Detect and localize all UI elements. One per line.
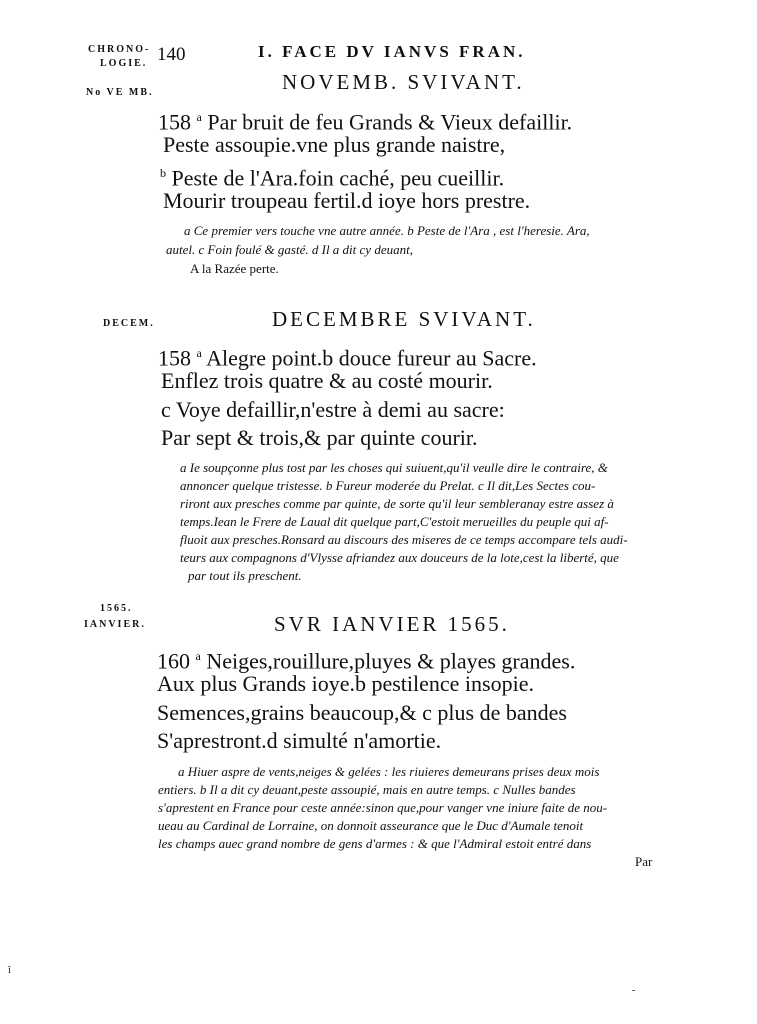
verse-line [161,396,505,424]
verse-text: Par sept & trois,& par quinte courir. [161,425,478,450]
annotation-line: ueau au Cardinal de Lorraine, on donnoit asseurance que le Duc d'Aumale tenoit [158,818,584,833]
stray-mark: - [632,985,636,996]
margin-label-year: 1565. [100,603,133,614]
annotation-line: temps.Iean le Frere de Laual dit quelque part,C'estoit merueilles du peuple qui af- [180,514,609,529]
verse-number: 160 [157,648,190,674]
annotation-line: teurs aux compagnons d'Vlysse afriandez aux douceurs de la lote,cest la liberté, que [180,550,619,565]
verse-text: Mourir troupeau fertil.d ioye hors prestre. [163,188,531,213]
section-heading-decembre: DECEMBRE SVIVANT. [272,307,536,331]
margin-label-decem: DECEM. [103,318,155,329]
note-mark: a [196,110,202,124]
verse-text: Semences,grains beaucoup,& c plus de bandes [157,700,567,725]
annotation-line: a Ce premier vers touche vne autre année. b Peste de l'Ara , est l'heresie. Ara, [184,223,590,238]
margin-label-novemb: No VE MB. [86,87,154,98]
annotation-line: A la Razée perte. [190,261,279,276]
verse-text: Par bruit de feu Grands & Vieux defaillir. [207,109,573,135]
verse-text: Peste assoupie.vne plus grande naistre, [163,132,506,157]
verse-number: 158 [158,109,191,135]
verse-text: S'aprestront.d simulté n'amortie. [157,728,442,753]
verse-text: Neiges,rouillure,pluyes & playes grandes. [206,648,576,674]
verse-number: 158 [158,345,191,371]
annotation-line: entiers. b Il a dit cy deuant,peste assoupié, mais en autre temps. c Nulles bandes [158,782,576,797]
verse-line [161,424,478,452]
note-mark: a [196,346,202,360]
section-heading-novemb: NOVEMB. SVIVANT. [282,70,525,94]
verse-line [157,670,534,698]
annotation-line: a Ie soupçonne plus tost par les choses qui suiuent,qu'il veulle dire le contraire, & [180,460,608,475]
page-number: 140 [157,44,186,65]
annotation-line: autel. c Foin foulé & gasté. d Il a dit cy deuant, [166,242,413,257]
verse-text: Enflez trois quatre & au costé mourir. [161,368,493,393]
margin-label-ianvier: IANVIER. [84,619,146,630]
verse-line [157,699,567,727]
note-mark: a [195,649,201,663]
annotation-line: fluoit aux presches.Ronsard au discours des miseres de ce temps accompare tels audi- [180,532,628,547]
annotation-line: les champs auec grand nombre de gens d'armes : & que l'Admiral estoit entré dans [158,836,592,851]
catchword: Par [635,854,653,869]
note-mark: b [160,166,166,180]
margin-label-chronologie-top: CHRONO- [88,44,151,55]
verse-line [161,367,493,395]
annotation-line: annoncer quelque tristesse. b Fureur moderée du Prelat. c Il dit,Les Sectes cou- [180,478,596,493]
margin-label-chronologie-bottom: LOGIE. [100,58,148,69]
stray-mark: î [8,965,11,976]
annotation-line: riront aux presches comme par quinte, de sorte qu'il leur sembleranay estre assez à [180,496,614,511]
verse-text: Peste de l'Ara.foin caché, peu cueillir. [171,165,505,191]
section-heading-ianvier: SVR IANVIER 1565. [274,612,510,636]
verse-line [157,727,441,755]
annotation-line: par tout ils preschent. [188,568,302,583]
verse-text: Alegre point.b douce fureur au Sacre. [206,345,537,371]
running-title: I. FACE DV IANVS FRAN. [258,42,526,61]
annotation-line: a Hiuer aspre de vents,neiges & gelées : les riuieres demeurans prises deux mois [178,764,600,779]
verse-line [163,187,530,215]
verse-text: c Voye defaillir,n'estre à demi au sacre: [161,397,505,422]
verse-line [163,131,505,159]
annotation-line: s'aprestent en France pour ceste année:sinon que,pour vanger vne iniure faite de nou- [158,800,608,815]
verse-text: Aux plus Grands ioye.b pestilence insopie. [157,671,534,696]
